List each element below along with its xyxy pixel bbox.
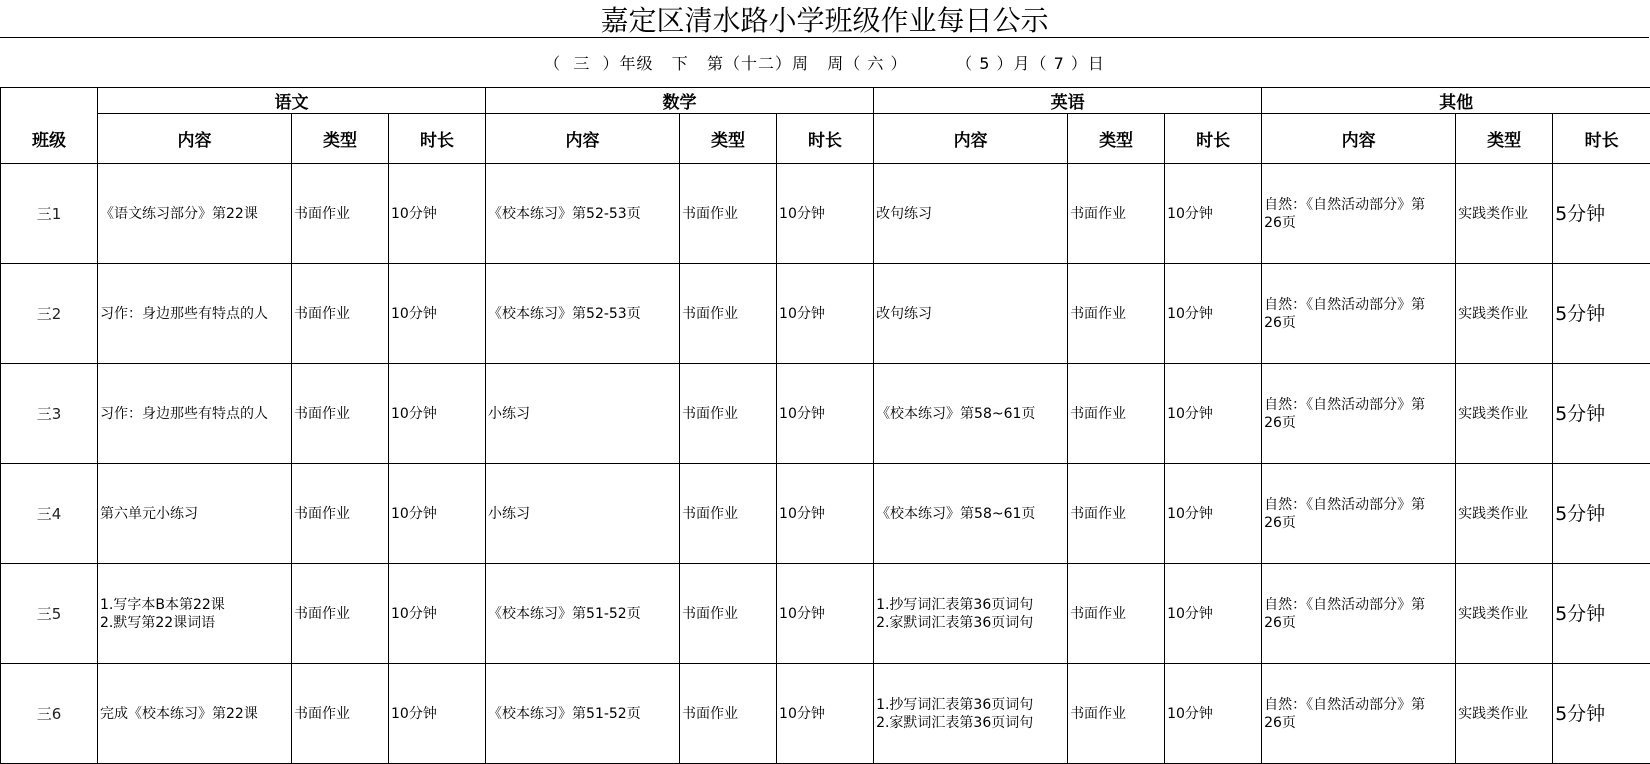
yuwen-content-cell (98, 464, 292, 564)
subject-header-row (1, 88, 1650, 114)
content-line: 小练习 (488, 405, 679, 423)
content-line: 《校本练习》第51-52页 (488, 605, 679, 623)
qita-duration-cell: 5分钟 (1553, 264, 1650, 364)
shuxue-type-cell: 书面作业 (680, 464, 777, 564)
yingyu-type-cell: 书面作业 (1068, 364, 1165, 464)
qita-content-cell (1262, 264, 1456, 364)
yuwen-type-cell: 书面作业 (292, 564, 389, 664)
shuxue-duration-cell: 10分钟 (777, 164, 874, 264)
table-row (1, 264, 1650, 364)
yuwen-type-cell: 书面作业 (292, 364, 389, 464)
column-header-content: 内容 (1262, 114, 1456, 164)
qita-content-cell (1262, 464, 1456, 564)
shuxue-type-cell: 书面作业 (680, 364, 777, 464)
yuwen-duration-cell: 10分钟 (389, 464, 486, 564)
qita-content-cell (1262, 564, 1456, 664)
subject-yuwen: 语文 (98, 88, 486, 114)
content-line: 小练习 (488, 505, 679, 523)
content-line: 自然：《自然活动部分》第 (1264, 696, 1455, 714)
content-line: 《语文练习部分》第22课 (100, 205, 291, 223)
content-line: 改句练习 (876, 305, 1067, 323)
content-line: 26页 (1264, 614, 1455, 632)
shuxue-content-cell (486, 364, 680, 464)
qita-duration-cell: 5分钟 (1553, 464, 1650, 564)
column-header-type: 类型 (680, 114, 777, 164)
yuwen-duration-cell: 10分钟 (389, 164, 486, 264)
blank-corner (1, 88, 98, 114)
content-line: 自然：《自然活动部分》第 (1264, 496, 1455, 514)
shuxue-type-cell: 书面作业 (680, 164, 777, 264)
content-line: 《校本练习》第52-53页 (488, 205, 679, 223)
qita-type-cell: 实践类作业 (1456, 164, 1553, 264)
shuxue-content-cell (486, 664, 680, 764)
yuwen-duration-cell: 10分钟 (389, 564, 486, 664)
qita-type-cell: 实践类作业 (1456, 564, 1553, 664)
shuxue-duration-cell: 10分钟 (777, 364, 874, 464)
content-line: 26页 (1264, 314, 1455, 332)
qita-type-cell: 实践类作业 (1456, 364, 1553, 464)
table-row (1, 464, 1650, 564)
content-line: 《校本练习》第58~61页 (876, 405, 1067, 423)
yingyu-duration-cell: 10分钟 (1165, 564, 1262, 664)
yingyu-duration-cell: 10分钟 (1165, 464, 1262, 564)
content-line: 自然：《自然活动部分》第 (1264, 296, 1455, 314)
column-header-type: 类型 (1068, 114, 1165, 164)
yingyu-type-cell: 书面作业 (1068, 664, 1165, 764)
yuwen-content-cell (98, 364, 292, 464)
qita-duration-cell: 5分钟 (1553, 364, 1650, 464)
content-line: 《校本练习》第52-53页 (488, 305, 679, 323)
shuxue-duration-cell: 10分钟 (777, 464, 874, 564)
subject-shuxue: 数学 (486, 88, 874, 114)
column-header-duration: 时长 (1165, 114, 1262, 164)
yingyu-duration-cell: 10分钟 (1165, 664, 1262, 764)
yuwen-type-cell: 书面作业 (292, 164, 389, 264)
column-header-type: 类型 (1456, 114, 1553, 164)
content-line: 26页 (1264, 714, 1455, 732)
shuxue-content-cell (486, 264, 680, 364)
yingyu-duration-cell: 10分钟 (1165, 364, 1262, 464)
content-line: 改句练习 (876, 205, 1067, 223)
qita-content-cell (1262, 364, 1456, 464)
table-body (1, 164, 1650, 764)
content-line: 《校本练习》第58~61页 (876, 505, 1067, 523)
content-line: 自然：《自然活动部分》第 (1264, 396, 1455, 414)
yuwen-content-cell (98, 564, 292, 664)
date-line: （ 三 ）年级 下 第（十二）周 周（ 六 ） （ 5 ）月（ 7 ）日 (0, 37, 1649, 88)
class-cell: 三6 (1, 664, 98, 764)
column-header-row (1, 114, 1650, 164)
content-line: 完成《校本练习》第22课 (100, 705, 291, 723)
yingyu-content-cell (874, 664, 1068, 764)
table-row (1, 364, 1650, 464)
yuwen-type-cell: 书面作业 (292, 264, 389, 364)
content-line: 第六单元小练习 (100, 505, 291, 523)
column-header-duration: 时长 (389, 114, 486, 164)
yuwen-duration-cell: 10分钟 (389, 364, 486, 464)
shuxue-type-cell: 书面作业 (680, 264, 777, 364)
qita-content-cell (1262, 164, 1456, 264)
shuxue-duration-cell: 10分钟 (777, 564, 874, 664)
column-header-content: 内容 (486, 114, 680, 164)
subject-yingyu: 英语 (874, 88, 1262, 114)
yuwen-content-cell (98, 264, 292, 364)
yuwen-content-cell (98, 664, 292, 764)
qita-type-cell: 实践类作业 (1456, 464, 1553, 564)
content-line: 自然：《自然活动部分》第 (1264, 196, 1455, 214)
class-cell: 三4 (1, 464, 98, 564)
class-cell: 三2 (1, 264, 98, 364)
yuwen-type-cell: 书面作业 (292, 464, 389, 564)
content-line: 习作：身边那些有特点的人 (100, 305, 291, 323)
content-line: 2.家默词汇表第36页词句 (876, 614, 1067, 632)
yuwen-content-cell (98, 164, 292, 264)
content-line: 1.写字本B本第22课 (100, 596, 291, 614)
qita-duration-cell: 5分钟 (1553, 664, 1650, 764)
qita-type-cell: 实践类作业 (1456, 264, 1553, 364)
yuwen-type-cell: 书面作业 (292, 664, 389, 764)
yingyu-type-cell: 书面作业 (1068, 164, 1165, 264)
shuxue-duration-cell: 10分钟 (777, 264, 874, 364)
class-cell: 三3 (1, 364, 98, 464)
homework-table (0, 87, 1650, 764)
content-line: 26页 (1264, 214, 1455, 232)
content-line: 26页 (1264, 514, 1455, 532)
subject-qita: 其他 (1262, 88, 1650, 114)
yingyu-type-cell: 书面作业 (1068, 464, 1165, 564)
shuxue-content-cell (486, 564, 680, 664)
yingyu-type-cell: 书面作业 (1068, 264, 1165, 364)
content-line: 2.默写第22课词语 (100, 614, 291, 632)
shuxue-content-cell (486, 164, 680, 264)
column-header-duration: 时长 (1553, 114, 1650, 164)
table-row (1, 164, 1650, 264)
shuxue-content-cell (486, 464, 680, 564)
yuwen-duration-cell: 10分钟 (389, 664, 486, 764)
yingyu-type-cell: 书面作业 (1068, 564, 1165, 664)
column-header-class: 班级 (1, 114, 98, 164)
content-line: 26页 (1264, 414, 1455, 432)
content-line: 1.抄写词汇表第36页词句 (876, 596, 1067, 614)
yingyu-content-cell (874, 364, 1068, 464)
shuxue-type-cell: 书面作业 (680, 664, 777, 764)
content-line: 2.家默词汇表第36页词句 (876, 714, 1067, 732)
qita-duration-cell: 5分钟 (1553, 564, 1650, 664)
content-line: 习作：身边那些有特点的人 (100, 405, 291, 423)
yuwen-duration-cell: 10分钟 (389, 264, 486, 364)
yingyu-duration-cell: 10分钟 (1165, 164, 1262, 264)
column-header-type: 类型 (292, 114, 389, 164)
table-row (1, 564, 1650, 664)
column-header-content: 内容 (98, 114, 292, 164)
qita-type-cell: 实践类作业 (1456, 664, 1553, 764)
column-header-content: 内容 (874, 114, 1068, 164)
qita-content-cell (1262, 664, 1456, 764)
content-line: 1.抄写词汇表第36页词句 (876, 696, 1067, 714)
class-cell: 三5 (1, 564, 98, 664)
yingyu-content-cell (874, 564, 1068, 664)
table-row (1, 664, 1650, 764)
shuxue-duration-cell: 10分钟 (777, 664, 874, 764)
page-title: 嘉定区清水路小学班级作业每日公示 (0, 0, 1649, 38)
shuxue-type-cell: 书面作业 (680, 564, 777, 664)
yingyu-content-cell (874, 264, 1068, 364)
yingyu-content-cell (874, 164, 1068, 264)
yingyu-content-cell (874, 464, 1068, 564)
content-line: 自然：《自然活动部分》第 (1264, 596, 1455, 614)
content-line: 《校本练习》第51-52页 (488, 705, 679, 723)
yingyu-duration-cell: 10分钟 (1165, 264, 1262, 364)
column-header-duration: 时长 (777, 114, 874, 164)
qita-duration-cell: 5分钟 (1553, 164, 1650, 264)
class-cell: 三1 (1, 164, 98, 264)
